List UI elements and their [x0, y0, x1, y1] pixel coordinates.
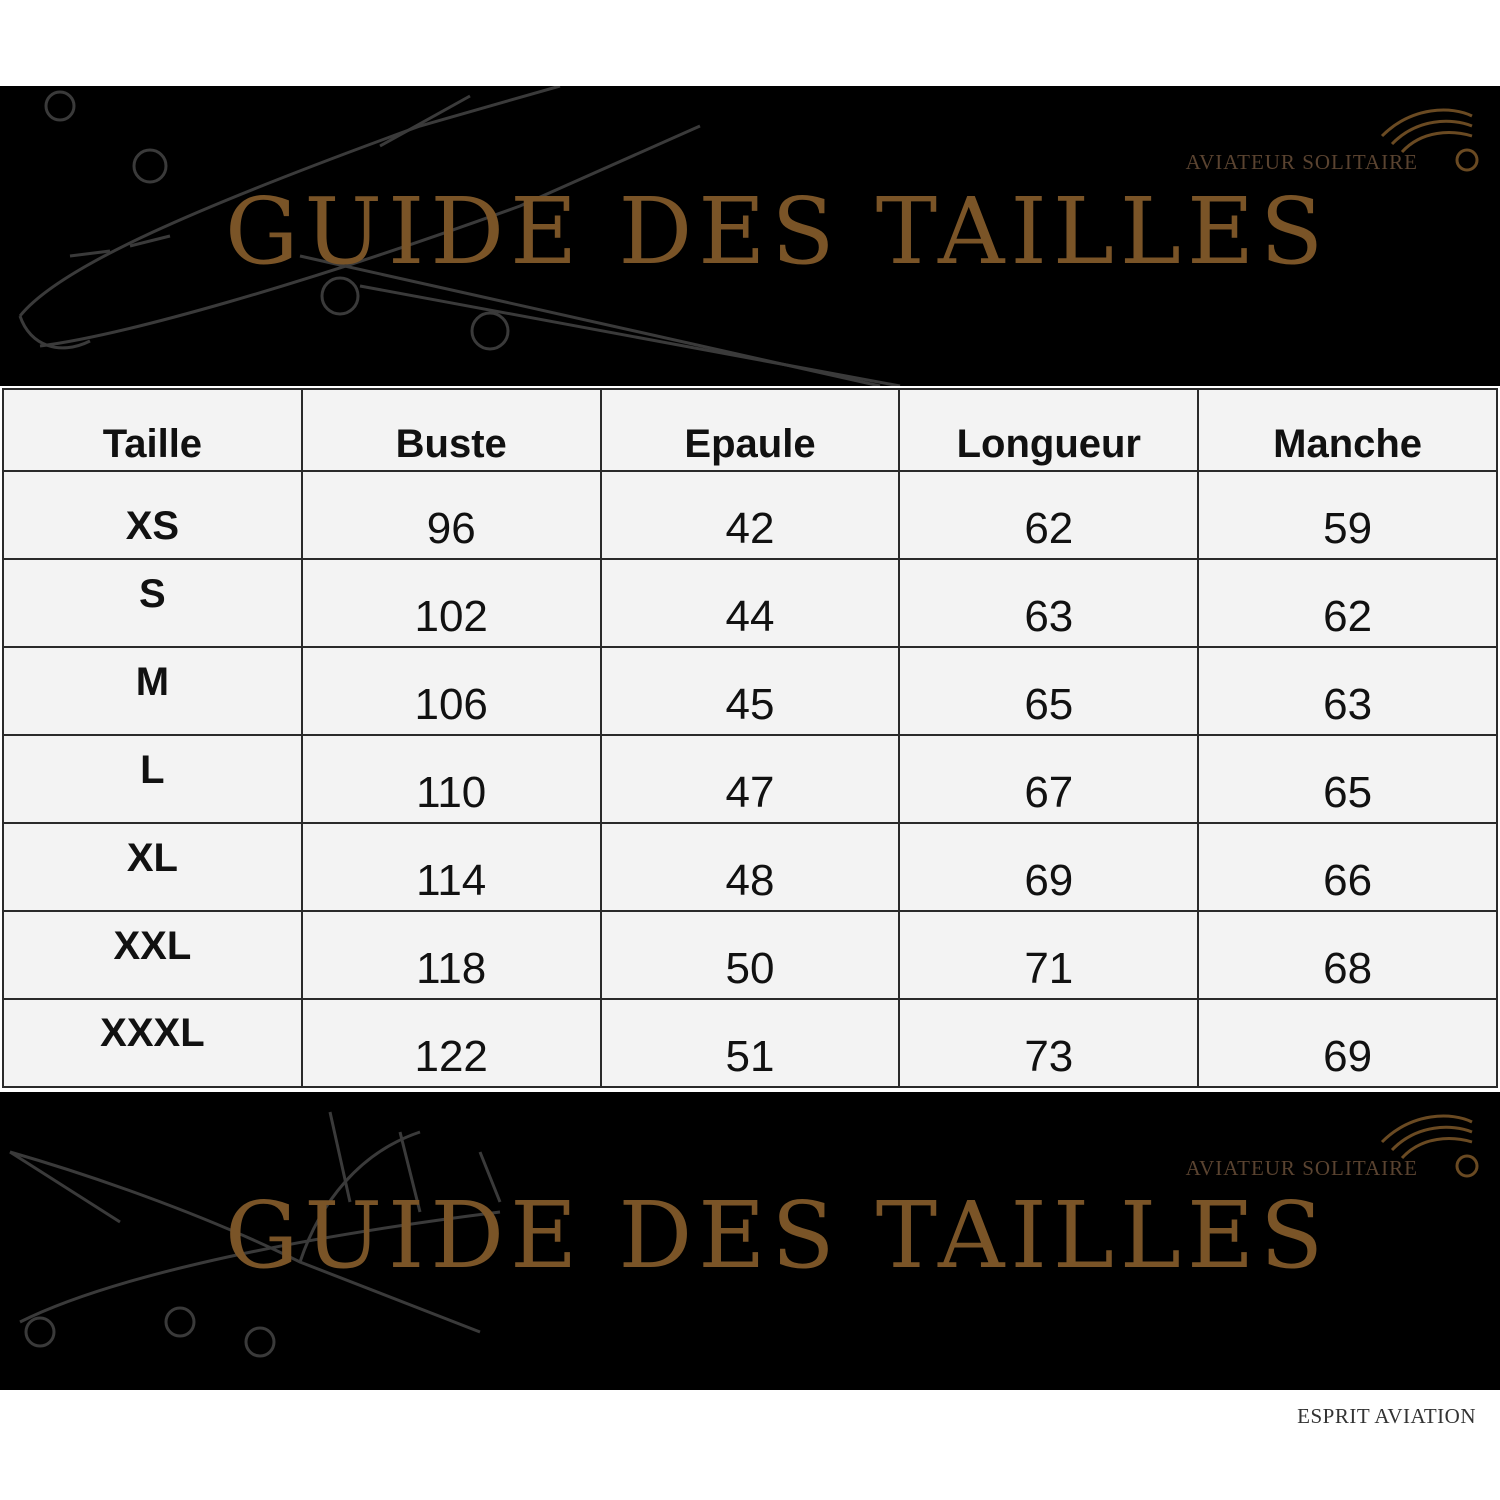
- table-row: [3, 823, 1497, 911]
- buste-value: 118: [302, 911, 601, 999]
- header-buste: Buste: [302, 389, 601, 471]
- manche-value: 62: [1198, 559, 1497, 647]
- top-banner: [0, 86, 1500, 386]
- header-epaule: Epaule: [601, 389, 900, 471]
- longueur-value: 65: [899, 647, 1198, 735]
- page-title: GUIDE DES TAILLES: [225, 178, 1330, 285]
- longueur-value: 69: [899, 823, 1198, 911]
- buste-value: 102: [302, 559, 601, 647]
- buste-value: 110: [302, 735, 601, 823]
- table-row: [3, 735, 1497, 823]
- longueur-value: 73: [899, 999, 1198, 1087]
- buste-value: 114: [302, 823, 601, 911]
- epaule-value: 45: [601, 647, 900, 735]
- epaule-value: 48: [601, 823, 900, 911]
- footer-brand: ESPRIT AVIATION: [1297, 1404, 1476, 1428]
- size-label: XL: [3, 823, 302, 911]
- brand-name: AVIATEUR SOLITAIRE: [1185, 1156, 1418, 1180]
- manche-value: 59: [1198, 471, 1497, 559]
- epaule-value: 42: [601, 471, 900, 559]
- buste-value: 106: [302, 647, 601, 735]
- size-label: M: [3, 647, 302, 735]
- manche-value: 63: [1198, 647, 1497, 735]
- buste-value: 96: [302, 471, 601, 559]
- size-label: XXL: [3, 911, 302, 999]
- header-longueur: Longueur: [899, 389, 1198, 471]
- epaule-value: 51: [601, 999, 900, 1087]
- page-title: GUIDE DES TAILLES: [225, 1182, 1330, 1289]
- table-row: [3, 999, 1497, 1087]
- buste-value: 122: [302, 999, 601, 1087]
- table-header-row: [3, 389, 1497, 471]
- longueur-value: 67: [899, 735, 1198, 823]
- size-label: S: [3, 559, 302, 647]
- longueur-value: 62: [899, 471, 1198, 559]
- epaule-value: 44: [601, 559, 900, 647]
- table-row: [3, 911, 1497, 999]
- epaule-value: 50: [601, 911, 900, 999]
- bottom-banner: [0, 1092, 1500, 1390]
- longueur-value: 71: [899, 911, 1198, 999]
- size-table: [2, 388, 1498, 1088]
- manche-value: 65: [1198, 735, 1497, 823]
- longueur-value: 63: [899, 559, 1198, 647]
- epaule-value: 47: [601, 735, 900, 823]
- header-taille: Taille: [3, 389, 302, 471]
- manche-value: 68: [1198, 911, 1497, 999]
- table-row: [3, 471, 1497, 559]
- header-manche: Manche: [1198, 389, 1497, 471]
- size-label: XXXL: [3, 999, 302, 1087]
- manche-value: 66: [1198, 823, 1497, 911]
- size-label: L: [3, 735, 302, 823]
- size-label: XS: [3, 471, 302, 559]
- manche-value: 69: [1198, 999, 1497, 1087]
- table-row: [3, 647, 1497, 735]
- brand-name: AVIATEUR SOLITAIRE: [1185, 150, 1418, 174]
- table-row: [3, 559, 1497, 647]
